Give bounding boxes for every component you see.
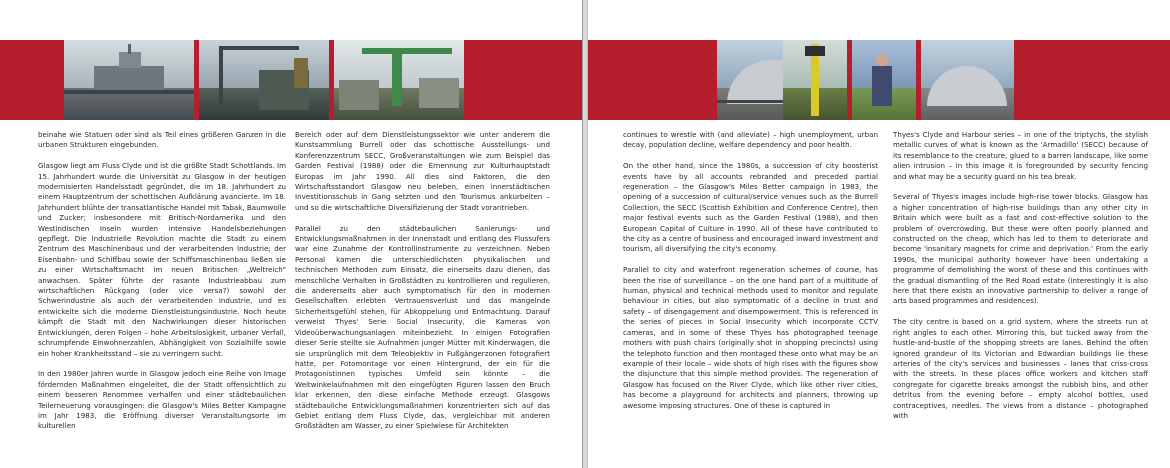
paragraph: Bereich oder auf dem Dienstleistungssektor wie unter anderem die Kunstsammlung Burrell oder das schottische Ausstellungs- und Konferenzzentrum SECC, Großveranstaltungen wie zum Beispiel das Garden Festival (1988) oder die Ernennung zur Kulturhauptstadt Europas im Jahr 1990. All dies sind Faktoren, die den Wirtschaftsstandort Glasgow neu beleben, einen innerstädtischen Investitionsschub in Gang setzten und den Tourismus ankurbelten – und so die wirtschaftliche Diversifizierung der Stadt vorantrieben. xyxy=(295,130,550,212)
cctv-yellow-pole-photo xyxy=(783,40,847,120)
harbour-crane-photo xyxy=(199,40,329,120)
paragraph: The city centre is based on a grid system, where the streets run at right angles to each other. Mirroring this, but tucked away from the hustle-and-bustle of the shopping streets are lanes. Behind the often ignored grandeur of its Victorian and Edwardian buildings lie these arteries of the city's services and businesses – lanes that criss-cross with the streets. In these places office workers and kitchen staff congregate for cigarette breaks amongst the rubbish bins, and other detritus from the evening before – empty alcohol bottles, used contraceptives, needles. The views from a distance – photographed with xyxy=(893,317,1148,420)
paragraph: Parallel to city and waterfront regeneration schemes of course, has been the rise of surveillance – on the one hand part of a multitude of human, physical and technical methods used to monitor and regulate behaviour in cities, but also symptomatic of a decline in trust and safety – of disengagement and disempowerment. This is referenced in the series of pieces in Social Insecurity which incorporate CCTV cameras, and in some of these Thyes has photographed teenage mothers with push chairs (originally shot in shopping precincts) using the telephoto function and then montaged these onto what may be an example of their locale – wide shots of high rises with the figures show the disjuncture that this simple method provides. The regeneration of Glasgow has focused on the River Clyde, which like other river cities, has become a playground for architects and planners, throwing up awesome imposing structures. One of these is captured in xyxy=(623,265,878,410)
paragraph: continues to wrestle with (and alleviate) – high unemployment, urban decay, population decline, welfare dependency and poor health. xyxy=(623,130,878,150)
book-spine xyxy=(582,0,588,468)
right-page-column-2 xyxy=(893,130,1148,421)
navy-warship-photo xyxy=(64,40,194,120)
paragraph: In den 1980er Jahren wurde in Glasgow jedoch eine Reihe von Image fördernden Maßnahmen eingeleitet, die der Stadt offensichtlich zu einem besseren Renommee verhalfen und einer städtebaulichen Teilerneuerung vorausgingen: die Glasgow's Miles Better Kampagne im Jahr 1983, die Eröffnung diverser Veranstaltungsorte im kulturellen xyxy=(38,369,286,431)
armadillo-secc-wide-photo xyxy=(921,40,1014,120)
paragraph: Glasgow liegt am Fluss Clyde und ist die größte Stadt Schottlands. Im 15. Jahrhundert wurde die Universität zu Glasgow in der heutigen modernisierten Handelsstadt gegründet, die im 18. Jahrhundert zu einem Hauptzentrum der schottischen Aufklärung avancierte. Im 18. Jahrhundert blühte der transatlantische Handel mit Tabak, Baumwolle und Zucker; insbesondere mit Britisch-Nordamerika und den Westindischen Inseln wurden intensive Handelsbeziehungen gepflegt. Die Industrielle Revolution machte die Stadt zu einem Zentrum des Maschinenbaus und der verarbeitenden Industrie; der Eisenbahn- und Schiffbau sowie der Schiffsmaschinenbau ließen sie zu einer Wirtschaftsmacht im neuen Britischen „Weltreich" anwachsen. Später führte der rasante Industrieabbau zum wirtschaftlichen Rückgang (oder vice versa?) sowohl der Schwerindustrie als auch der verarbeitenden Industrie, und es entwickelte sich die moderne Dienstleistungsindustrie. Noch heute kämpft die Stadt mit den Nachwirkungen dieser historischen Entwicklungen, deren Folgen – hohe Arbeitslosigkeit, urbaner Verfall, schrumpfende Einwohnerzahlen, Abhängigkeit von Sozialhilfe sowie ein hoher Krankheitsstand – sie zu verringern sucht. xyxy=(38,161,286,358)
paragraph: Several of Thyes's images include high-rise tower blocks. Glasgow has a higher concentration of high-rise buildings than any other city in Britain which were built as a fast and cost-effective solution to the problem of overcrowding. But these were often poorly planned and constructed on the cheap, which has led to them to deteriorate and become 'insanitary magnets for crime and deprivation.' From the early 1990s, the municipal authority however have been undertaking a programme of demolishing the worst of these and this continues with the gradual dismantling of the Red Road estate (interestingly it is also here that there exists an innovative partnership to deliver a range of arts based programmes and residences). xyxy=(893,192,1148,306)
left-page-column-2 xyxy=(295,130,550,432)
right-page-column-1 xyxy=(623,130,878,411)
left-page-column-1 xyxy=(38,130,286,432)
paragraph: On the other hand, since the 1980s, a succession of city boosterist events have by all accounts rebranded and preceded partial regeneration – the Glasgow's Miles Better campaign in 1983, the opening of a succession of cultural/service venues such as the Burrell Collection, the SECC (Scottish Exhibition and Conference Centre), then major festival events such as the Garden Festival (1988), and then European Capital of Culture in 1990. All of these have contributed to the city as a centre of business and encouraged inward investment and tourism, all diversifying the city's economy. xyxy=(623,161,878,254)
man-on-phone-photo xyxy=(852,40,916,120)
paragraph: beinahe wie Statuen oder sind als Teil eines größeren Ganzen in die urbanen Strukturen eingebunden. xyxy=(38,130,286,150)
paragraph: Thyes's Clyde and Harbour series – in one of the triptychs, the stylish metallic curves of what is known as the 'Armadillo' (SECC) because of its resemblance to the creature, glued to a barren landscape, like some alien intrusion – in this image it is foregrounded by security fencing and what may be a security guard on his tea break. xyxy=(893,130,1148,181)
paragraph: Parallel zu den städtebaulichen Sanierungs- und Entwicklungsmaßnahmen in der Innenstadt und entlang des Flussufers war eine Zunahme der Kontrollinstrumente zu verzeichnen. Neben Personal kamen die unterschiedlichsten physikalischen und technischen Methoden zum Einsatz, die einerseits dazu dienen, das menschliche Verhalten in Großstädten zu kontrollieren und regulieren, die andererseits aber auch symptomatisch für den in modernen Gesellschaften erlebten Vertrauensverlust und das mangelnde Sicherheitsgefühl stehen, für Abkoppelung und Entmachtung. Darauf verweist Thyes' Serie Social Insecurity, die Kameras von Videoüberwachungsanlagen miteinbezieht. In einigen Fotografien dieser Serie stellte sie Aufnahmen junger Mütter mit Kinderwagen, die sie ursprünglich mit dem Teleobjektiv in Fußgängerzonen fotografiert hatte, per Fotomontage vor einen Hintergrund, der ein für die Protagonistinnen typisches Umfeld sein könnte – die Weitwinkelaufnahmen mit den eingefügten Figuren lassen den Bruch klar erkennen, den diese einfache Methode erzeugt. Glasgows städtebauliche Entwicklungsmaßnahmen konzentrierten sich auf das Gebiet entlang dem Fluss Clyde, das, vergleichbar mit anderen Großstädten am Wasser, zu einer Spielwiese für Architekten xyxy=(295,223,550,431)
green-crane-photo xyxy=(334,40,464,120)
